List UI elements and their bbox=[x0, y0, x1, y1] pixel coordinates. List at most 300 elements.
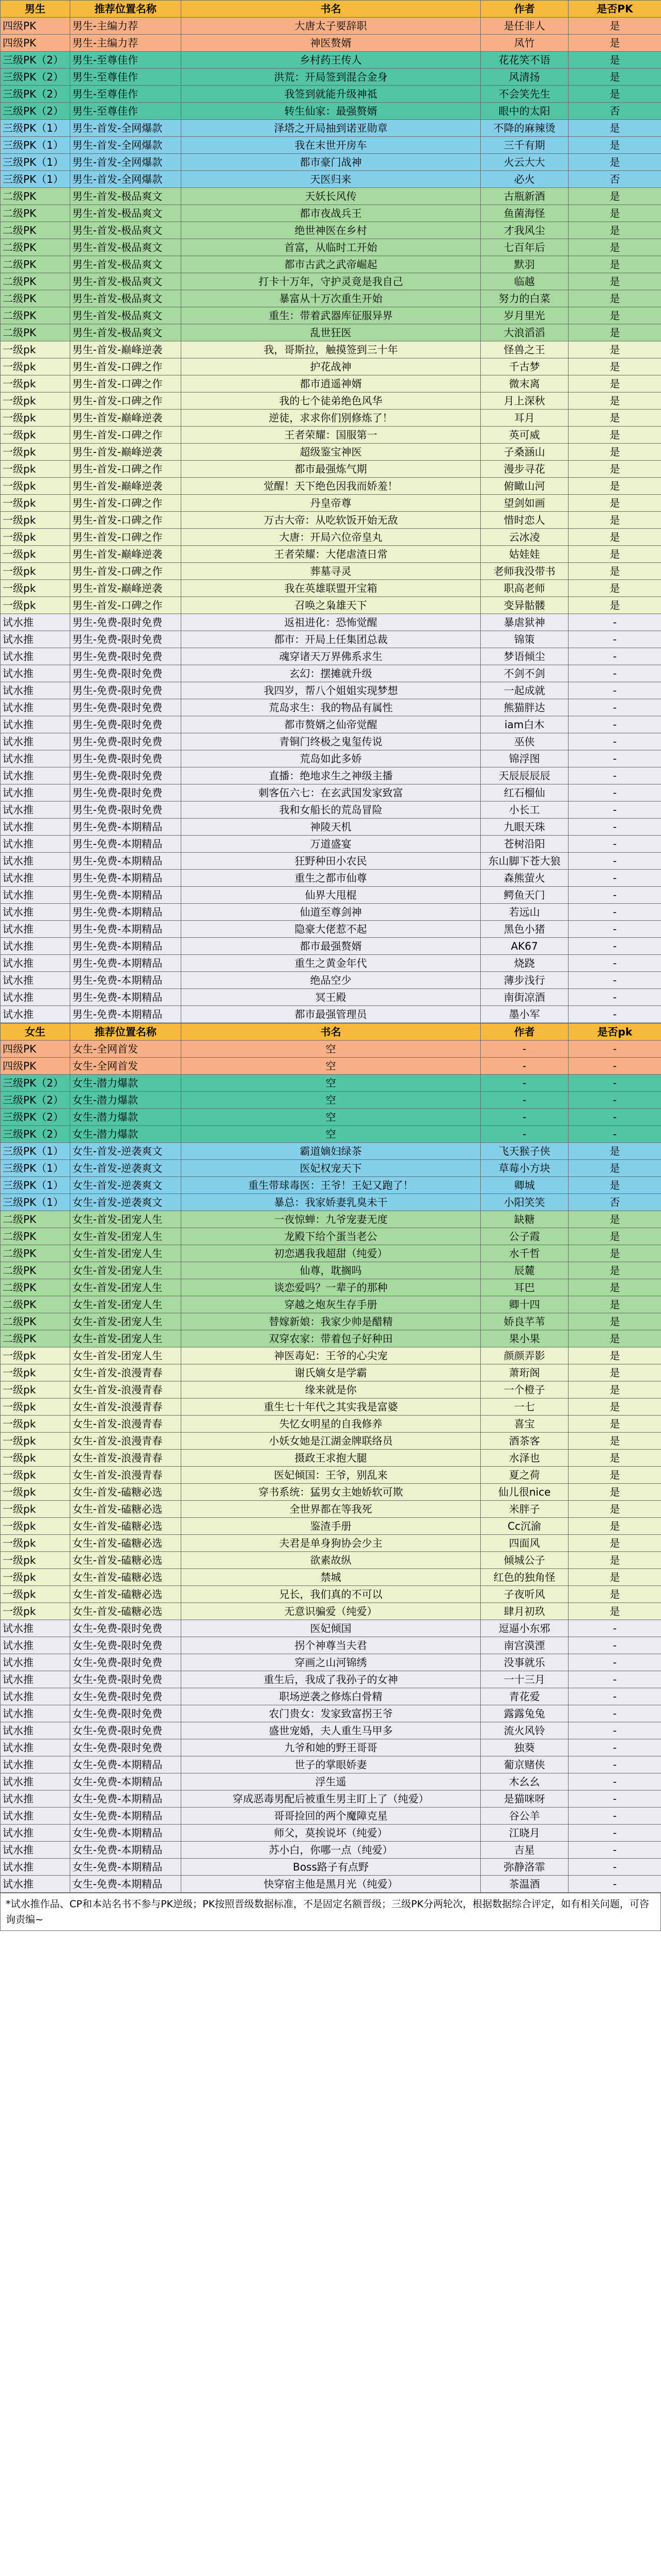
slot-cell: 男生-主编力荐 bbox=[70, 35, 181, 52]
table-row bbox=[1, 1399, 661, 1416]
tier-cell: 一级pk bbox=[1, 563, 70, 580]
book-title-cell: 我在末世开房车 bbox=[181, 137, 481, 154]
book-title-cell: 空 bbox=[181, 1092, 481, 1109]
table-row bbox=[1, 546, 661, 563]
author-cell: 火云大大 bbox=[481, 154, 569, 171]
author-cell: 巫侠 bbox=[481, 733, 569, 750]
author-cell: 耳巴 bbox=[481, 1279, 569, 1296]
book-title-cell: 空 bbox=[181, 1109, 481, 1126]
book-title-cell: 都市逍遥神婿 bbox=[181, 375, 481, 392]
author-cell: 木幺幺 bbox=[481, 1773, 569, 1790]
slot-cell: 男生-免费-限时免费 bbox=[70, 614, 181, 631]
book-title-cell: 医妃倾国 bbox=[181, 1620, 481, 1637]
pk-cell: 是 bbox=[569, 546, 661, 563]
author-cell: 黑色小猪 bbox=[481, 921, 569, 938]
book-title-cell: 重生七十年代之其实我是富婆 bbox=[181, 1399, 481, 1416]
author-cell: 小长工 bbox=[481, 802, 569, 819]
table-row bbox=[1, 478, 661, 495]
slot-cell: 女生-免费-本期精品 bbox=[70, 1859, 181, 1876]
author-cell: - bbox=[481, 1126, 569, 1143]
pk-cell: - bbox=[569, 1705, 661, 1722]
table-row bbox=[1, 529, 661, 546]
slot-cell: 女生-首发-磕糖必选 bbox=[70, 1484, 181, 1501]
tier-cell: 二级PK bbox=[1, 1330, 70, 1347]
tier-cell: 一级pk bbox=[1, 1501, 70, 1518]
pk-cell: - bbox=[569, 733, 661, 750]
pk-cell: 是 bbox=[569, 410, 661, 427]
pk-cell: 是 bbox=[569, 392, 661, 410]
book-title-cell: 我和女船长的荒岛冒险 bbox=[181, 802, 481, 819]
column-header: 作者 bbox=[481, 1024, 569, 1041]
pk-cell: 是 bbox=[569, 256, 661, 273]
tier-cell: 试水推 bbox=[1, 1722, 70, 1739]
tier-cell: 三级PK（2） bbox=[1, 1092, 70, 1109]
book-title-cell: 我在英雄联盟开宝箱 bbox=[181, 580, 481, 597]
author-cell: 露露兔兔 bbox=[481, 1705, 569, 1722]
author-cell: 苍树沿阳 bbox=[481, 836, 569, 853]
tier-cell: 试水推 bbox=[1, 1739, 70, 1756]
book-title-cell: 空 bbox=[181, 1041, 481, 1058]
slot-cell: 女生-首发-团宠人生 bbox=[70, 1313, 181, 1330]
tier-cell: 二级PK bbox=[1, 1279, 70, 1296]
tier-cell: 三级PK（2） bbox=[1, 1075, 70, 1092]
table-row bbox=[1, 341, 661, 358]
table-row bbox=[1, 171, 661, 188]
slot-cell: 男生-免费-限时免费 bbox=[70, 784, 181, 802]
tier-cell: 试水推 bbox=[1, 1620, 70, 1637]
pk-cell: 是 bbox=[569, 52, 661, 69]
author-cell: 月上深秋 bbox=[481, 392, 569, 410]
table-row bbox=[1, 1126, 661, 1143]
table-row bbox=[1, 392, 661, 410]
slot-cell: 男生-免费-本期精品 bbox=[70, 955, 181, 972]
author-cell: 默羽 bbox=[481, 256, 569, 273]
tier-cell: 试水推 bbox=[1, 836, 70, 853]
slot-cell: 女生-免费-本期精品 bbox=[70, 1825, 181, 1842]
table-row bbox=[1, 665, 661, 682]
author-cell: 锦策 bbox=[481, 631, 569, 648]
tier-cell: 试水推 bbox=[1, 921, 70, 938]
tier-cell: 试水推 bbox=[1, 802, 70, 819]
tier-cell: 二级PK bbox=[1, 273, 70, 290]
book-title-cell: 小妖女她是江湖金牌联络员 bbox=[181, 1433, 481, 1450]
pk-cell: - bbox=[569, 1859, 661, 1876]
slot-cell: 女生-全网首发 bbox=[70, 1041, 181, 1058]
tier-cell: 试水推 bbox=[1, 1773, 70, 1790]
book-title-cell: 仙界大甩棍 bbox=[181, 887, 481, 904]
slot-cell: 男生-首发-全网爆款 bbox=[70, 120, 181, 137]
pk-cell: 是 bbox=[569, 1467, 661, 1484]
slot-cell: 男生-至尊佳作 bbox=[70, 86, 181, 103]
author-cell: 倾城公子 bbox=[481, 1552, 569, 1569]
slot-cell: 女生-首发-磕糖必选 bbox=[70, 1603, 181, 1620]
slot-cell: 女生-首发-磕糖必选 bbox=[70, 1535, 181, 1552]
tier-cell: 试水推 bbox=[1, 1756, 70, 1773]
author-cell: 若远山 bbox=[481, 904, 569, 921]
slot-cell: 女生-首发-团宠人生 bbox=[70, 1262, 181, 1279]
slot-cell: 女生-免费-本期精品 bbox=[70, 1773, 181, 1790]
author-cell: - bbox=[481, 1058, 569, 1075]
column-header: 作者 bbox=[481, 1, 569, 18]
table-row bbox=[1, 921, 661, 938]
table-row bbox=[1, 750, 661, 767]
pk-cell: 是 bbox=[569, 1450, 661, 1467]
author-cell: 东山脚下苍大狼 bbox=[481, 853, 569, 870]
book-title-cell: 洪荒：开局签到混合金身 bbox=[181, 69, 481, 86]
table-row bbox=[1, 273, 661, 290]
table-row bbox=[1, 1637, 661, 1654]
book-title-cell: 护花战神 bbox=[181, 358, 481, 375]
book-title-cell: 兄长，我们真的不可以 bbox=[181, 1586, 481, 1603]
pk-cell: - bbox=[569, 1722, 661, 1739]
book-title-cell: 魂穿诸天万界佛系求生 bbox=[181, 648, 481, 665]
slot-cell: 女生-首发-逆袭爽文 bbox=[70, 1143, 181, 1160]
author-cell: 夏之荷 bbox=[481, 1467, 569, 1484]
tier-cell: 试水推 bbox=[1, 716, 70, 733]
book-title-cell: 逆徒，求求你们别修炼了！ bbox=[181, 410, 481, 427]
slot-cell: 女生-免费-本期精品 bbox=[70, 1842, 181, 1859]
author-cell: 努力的白菜 bbox=[481, 290, 569, 307]
book-title-cell: 打卡十万年，守护灵竟是我自己 bbox=[181, 273, 481, 290]
author-cell: 水千哲 bbox=[481, 1245, 569, 1262]
pk-cell: 是 bbox=[569, 478, 661, 495]
slot-cell: 男生-免费-本期精品 bbox=[70, 904, 181, 921]
table-row bbox=[1, 648, 661, 665]
table-row bbox=[1, 512, 661, 529]
author-cell: 草莓小方块 bbox=[481, 1160, 569, 1177]
pk-cell: 是 bbox=[569, 1518, 661, 1535]
pk-cell: - bbox=[569, 1006, 661, 1023]
pk-cell: - bbox=[569, 1756, 661, 1773]
table-row bbox=[1, 1416, 661, 1433]
table-row bbox=[1, 1262, 661, 1279]
book-title-cell: 绝世神医在乡村 bbox=[181, 222, 481, 239]
table-row bbox=[1, 887, 661, 904]
slot-cell: 女生-首发-团宠人生 bbox=[70, 1296, 181, 1313]
pk-cell: 是 bbox=[569, 1262, 661, 1279]
author-cell: 谷公羊 bbox=[481, 1808, 569, 1825]
author-cell: 一七 bbox=[481, 1399, 569, 1416]
table-row bbox=[1, 1535, 661, 1552]
tier-cell: 试水推 bbox=[1, 1790, 70, 1808]
pk-cell: 是 bbox=[569, 1381, 661, 1399]
book-title-cell: 大唐太子要辞职 bbox=[181, 18, 481, 35]
tier-cell: 一级pk bbox=[1, 427, 70, 444]
book-title-cell: 双穿农家：带着包子好种田 bbox=[181, 1330, 481, 1347]
author-cell: iam白木 bbox=[481, 716, 569, 733]
book-title-cell: 我的七个徒弟绝色风华 bbox=[181, 392, 481, 410]
pk-cell: - bbox=[569, 887, 661, 904]
book-title-cell: 谈恋爱吗？一辈子的那种 bbox=[181, 1279, 481, 1296]
table-row bbox=[1, 1296, 661, 1313]
book-title-cell: 医妃倾国：王爷，别乱来 bbox=[181, 1467, 481, 1484]
book-title-cell: 首富，从临时工开始 bbox=[181, 239, 481, 256]
slot-cell: 男生-免费-本期精品 bbox=[70, 887, 181, 904]
pk-cell: 是 bbox=[569, 529, 661, 546]
column-header: 是否pk bbox=[569, 1024, 661, 1041]
pk-cell: 是 bbox=[569, 18, 661, 35]
book-title-cell: 欲素故纵 bbox=[181, 1552, 481, 1569]
tier-cell: 三级PK（1） bbox=[1, 171, 70, 188]
table-row bbox=[1, 1228, 661, 1245]
slot-cell: 女生-首发-磕糖必选 bbox=[70, 1552, 181, 1569]
slot-cell: 男生-首发-口碑之作 bbox=[70, 563, 181, 580]
tier-cell: 一级pk bbox=[1, 495, 70, 512]
slot-cell: 男生-首发-巅峰逆袭 bbox=[70, 410, 181, 427]
pk-cell: 是 bbox=[569, 1296, 661, 1313]
slot-cell: 男生-免费-限时免费 bbox=[70, 648, 181, 665]
tier-cell: 三级PK（1） bbox=[1, 1177, 70, 1194]
book-title-cell: 浮生遥 bbox=[181, 1773, 481, 1790]
table-row bbox=[1, 836, 661, 853]
book-title-cell: 重生：带着武器库征服异界 bbox=[181, 307, 481, 324]
table-row bbox=[1, 1484, 661, 1501]
slot-cell: 男生-首发-全网爆款 bbox=[70, 171, 181, 188]
table-row bbox=[1, 1058, 661, 1075]
table-row bbox=[1, 1654, 661, 1671]
tier-cell: 二级PK bbox=[1, 1228, 70, 1245]
slot-cell: 男生-首发-极品爽文 bbox=[70, 256, 181, 273]
table-row bbox=[1, 1603, 661, 1620]
slot-cell: 男生-首发-极品爽文 bbox=[70, 324, 181, 341]
book-title-cell: 职场逆袭之修炼白骨精 bbox=[181, 1688, 481, 1705]
slot-cell: 女生-免费-限时免费 bbox=[70, 1722, 181, 1739]
book-title-cell: 神医毒妃：王爷的心尖宠 bbox=[181, 1347, 481, 1364]
book-title-cell: 穿越之炮灰生存手册 bbox=[181, 1296, 481, 1313]
slot-cell: 女生-免费-本期精品 bbox=[70, 1876, 181, 1893]
table-row bbox=[1, 733, 661, 750]
tier-cell: 试水推 bbox=[1, 682, 70, 699]
author-cell: 逗逼小东邪 bbox=[481, 1620, 569, 1637]
slot-cell: 女生-免费-限时免费 bbox=[70, 1671, 181, 1688]
table-row bbox=[1, 256, 661, 273]
table-row bbox=[1, 597, 661, 614]
table-row bbox=[1, 1620, 661, 1637]
tier-cell: 一级pk bbox=[1, 392, 70, 410]
book-title-cell: 拐个神尊当夫君 bbox=[181, 1637, 481, 1654]
table-row bbox=[1, 375, 661, 392]
table-row bbox=[1, 1501, 661, 1518]
slot-cell: 男生-首发-极品爽文 bbox=[70, 188, 181, 205]
table-row bbox=[1, 239, 661, 256]
book-title-cell: 都市豪门战神 bbox=[181, 154, 481, 171]
slot-cell: 男生-免费-本期精品 bbox=[70, 1006, 181, 1023]
pk-cell: 是 bbox=[569, 69, 661, 86]
pk-cell: - bbox=[569, 631, 661, 648]
pk-cell: 是 bbox=[569, 239, 661, 256]
book-title-cell: 绝品空少 bbox=[181, 972, 481, 989]
pk-cell: - bbox=[569, 1041, 661, 1058]
table-row bbox=[1, 1569, 661, 1586]
book-title-cell: 直播：绝地求生之神级主播 bbox=[181, 767, 481, 784]
author-cell: 锦浮图 bbox=[481, 750, 569, 767]
table-row bbox=[1, 1143, 661, 1160]
author-cell: 耳月 bbox=[481, 410, 569, 427]
pk-cell: - bbox=[569, 767, 661, 784]
pk-cell: 是 bbox=[569, 324, 661, 341]
book-title-cell: 返祖进化：恐怖觉醒 bbox=[181, 614, 481, 631]
column-header: 女生 bbox=[1, 1024, 70, 1041]
pk-cell: - bbox=[569, 1790, 661, 1808]
author-cell: 喜宝 bbox=[481, 1416, 569, 1433]
pk-cell: 是 bbox=[569, 1552, 661, 1569]
book-title-cell: 农门贵女：发家致富拐王爷 bbox=[181, 1705, 481, 1722]
book-title-cell: 全世界都在等我死 bbox=[181, 1501, 481, 1518]
pk-cell: 是 bbox=[569, 188, 661, 205]
pk-cell: 是 bbox=[569, 1245, 661, 1262]
author-cell: 惜时恋人 bbox=[481, 512, 569, 529]
author-cell: 肆月初玖 bbox=[481, 1603, 569, 1620]
slot-cell: 男生-首发-口碑之作 bbox=[70, 461, 181, 478]
slot-cell: 男生-免费-限时免费 bbox=[70, 631, 181, 648]
pk-cell: - bbox=[569, 938, 661, 955]
slot-cell: 男生-首发-巅峰逆袭 bbox=[70, 580, 181, 597]
pk-cell: - bbox=[569, 1876, 661, 1893]
slot-cell: 女生-首发-浪漫青春 bbox=[70, 1467, 181, 1484]
pk-cell: - bbox=[569, 1739, 661, 1756]
table-row bbox=[1, 1075, 661, 1092]
author-cell: 才我风尘 bbox=[481, 222, 569, 239]
table-row bbox=[1, 495, 661, 512]
author-cell: 九眼天珠 bbox=[481, 819, 569, 836]
table-row bbox=[1, 103, 661, 120]
pk-cell: 是 bbox=[569, 461, 661, 478]
author-cell: 独葵 bbox=[481, 1739, 569, 1756]
author-cell: 不会笑先生 bbox=[481, 86, 569, 103]
book-title-cell: 泽塔之开局抽到诺亚勋章 bbox=[181, 120, 481, 137]
slot-cell: 男生-首发-口碑之作 bbox=[70, 358, 181, 375]
book-title-cell: 重生之黄金年代 bbox=[181, 955, 481, 972]
slot-cell: 男生-首发-巅峰逆袭 bbox=[70, 478, 181, 495]
book-title-cell: 狂野种田小农民 bbox=[181, 853, 481, 870]
slot-cell: 男生-免费-本期精品 bbox=[70, 819, 181, 836]
book-title-cell: 缘来就是你 bbox=[181, 1381, 481, 1399]
author-cell: 不剑不剑 bbox=[481, 665, 569, 682]
book-title-cell: 空 bbox=[181, 1126, 481, 1143]
tier-cell: 试水推 bbox=[1, 784, 70, 802]
slot-cell: 女生-免费-本期精品 bbox=[70, 1756, 181, 1773]
author-cell: 英可威 bbox=[481, 427, 569, 444]
author-cell: 红色的独角怪 bbox=[481, 1569, 569, 1586]
book-title-cell: 一夜惊蝉：九爷宠妻无度 bbox=[181, 1211, 481, 1228]
book-title-cell: 都市赘婿之仙帝觉醒 bbox=[181, 716, 481, 733]
book-title-cell: 超级鉴宝神医 bbox=[181, 444, 481, 461]
slot-cell: 女生-首发-磕糖必选 bbox=[70, 1501, 181, 1518]
tier-cell: 一级pk bbox=[1, 1552, 70, 1569]
author-cell: 一个橙子 bbox=[481, 1381, 569, 1399]
table-row bbox=[1, 989, 661, 1006]
book-title-cell: 乡村药王传人 bbox=[181, 52, 481, 69]
tier-cell: 三级PK（2） bbox=[1, 1126, 70, 1143]
table-row bbox=[1, 767, 661, 784]
book-title-cell: 葬墓寻灵 bbox=[181, 563, 481, 580]
tier-cell: 一级pk bbox=[1, 1347, 70, 1364]
tier-cell: 试水推 bbox=[1, 614, 70, 631]
author-cell: 临越 bbox=[481, 273, 569, 290]
slot-cell: 男生-首发-口碑之作 bbox=[70, 597, 181, 614]
slot-cell: 女生-免费-限时免费 bbox=[70, 1620, 181, 1637]
slot-cell: 男生-首发-巅峰逆袭 bbox=[70, 546, 181, 563]
table-header-row bbox=[1, 1, 661, 18]
slot-cell: 男生-首发-口碑之作 bbox=[70, 427, 181, 444]
pk-cell: 是 bbox=[569, 86, 661, 103]
tier-cell: 二级PK bbox=[1, 256, 70, 273]
table-row bbox=[1, 853, 661, 870]
table-row bbox=[1, 1808, 661, 1825]
pk-cell: 是 bbox=[569, 1416, 661, 1433]
author-cell: 一十三月 bbox=[481, 1671, 569, 1688]
tier-cell: 试水推 bbox=[1, 767, 70, 784]
slot-cell: 女生-首发-磕糖必选 bbox=[70, 1586, 181, 1603]
author-cell: 森熊萤火 bbox=[481, 870, 569, 887]
table-row bbox=[1, 1467, 661, 1484]
pk-cell: - bbox=[569, 853, 661, 870]
book-title-cell: 觉醒！天下绝色因我而娇羞！ bbox=[181, 478, 481, 495]
tier-cell: 一级pk bbox=[1, 358, 70, 375]
tier-cell: 二级PK bbox=[1, 290, 70, 307]
slot-cell: 女生-首发-团宠人生 bbox=[70, 1330, 181, 1347]
author-cell: 天辰辰辰辰 bbox=[481, 767, 569, 784]
tier-cell: 一级pk bbox=[1, 546, 70, 563]
author-cell: 三千有期 bbox=[481, 137, 569, 154]
pk-cell: 是 bbox=[569, 495, 661, 512]
tier-cell: 一级pk bbox=[1, 512, 70, 529]
pk-cell: 是 bbox=[569, 1160, 661, 1177]
book-title-cell: 万道盛宴 bbox=[181, 836, 481, 853]
book-title-cell: Boss路子有点野 bbox=[181, 1859, 481, 1876]
author-cell: 江晓月 bbox=[481, 1825, 569, 1842]
pk-cell: 是 bbox=[569, 341, 661, 358]
pk-cell: - bbox=[569, 972, 661, 989]
tier-cell: 试水推 bbox=[1, 631, 70, 648]
book-title-cell: 我四岁，帮八个姐姐实现梦想 bbox=[181, 682, 481, 699]
pk-cell: 是 bbox=[569, 1501, 661, 1518]
slot-cell: 女生-首发-磕糖必选 bbox=[70, 1518, 181, 1535]
table-row bbox=[1, 1773, 661, 1790]
pk-cell: 是 bbox=[569, 222, 661, 239]
author-cell: 萧珩阁 bbox=[481, 1364, 569, 1381]
table-row bbox=[1, 1245, 661, 1262]
author-cell: 米胖子 bbox=[481, 1501, 569, 1518]
slot-cell: 男生-免费-本期精品 bbox=[70, 836, 181, 853]
tier-cell: 三级PK（2） bbox=[1, 52, 70, 69]
book-title-cell: 禁城 bbox=[181, 1569, 481, 1586]
table-row bbox=[1, 222, 661, 239]
slot-cell: 男生-免费-限时免费 bbox=[70, 733, 181, 750]
author-cell: 花花笑不语 bbox=[481, 52, 569, 69]
pk-cell: - bbox=[569, 1092, 661, 1109]
male-table bbox=[0, 0, 661, 1023]
slot-cell: 女生-首发-团宠人生 bbox=[70, 1211, 181, 1228]
book-title-cell: 青铜门终极之鬼玺传说 bbox=[181, 733, 481, 750]
pk-cell: - bbox=[569, 836, 661, 853]
author-cell: 暴虐狱神 bbox=[481, 614, 569, 631]
book-title-cell: 鉴渣手册 bbox=[181, 1518, 481, 1535]
book-title-cell: 替嫁新娘：我家少帅是醋精 bbox=[181, 1313, 481, 1330]
author-cell: 小阳笑笑 bbox=[481, 1194, 569, 1211]
table-row bbox=[1, 784, 661, 802]
book-title-cell: 重生之都市仙尊 bbox=[181, 870, 481, 887]
book-title-cell: 穿画之山河锦绣 bbox=[181, 1654, 481, 1671]
author-cell: 颜颜弄影 bbox=[481, 1347, 569, 1364]
column-header: 男生 bbox=[1, 1, 70, 18]
tier-cell: 试水推 bbox=[1, 1654, 70, 1671]
book-title-cell: 荒岛如此多娇 bbox=[181, 750, 481, 767]
table-row bbox=[1, 1160, 661, 1177]
tier-cell: 一级pk bbox=[1, 529, 70, 546]
tier-cell: 三级PK（1） bbox=[1, 1143, 70, 1160]
book-title-cell: 医妃权宠天下 bbox=[181, 1160, 481, 1177]
